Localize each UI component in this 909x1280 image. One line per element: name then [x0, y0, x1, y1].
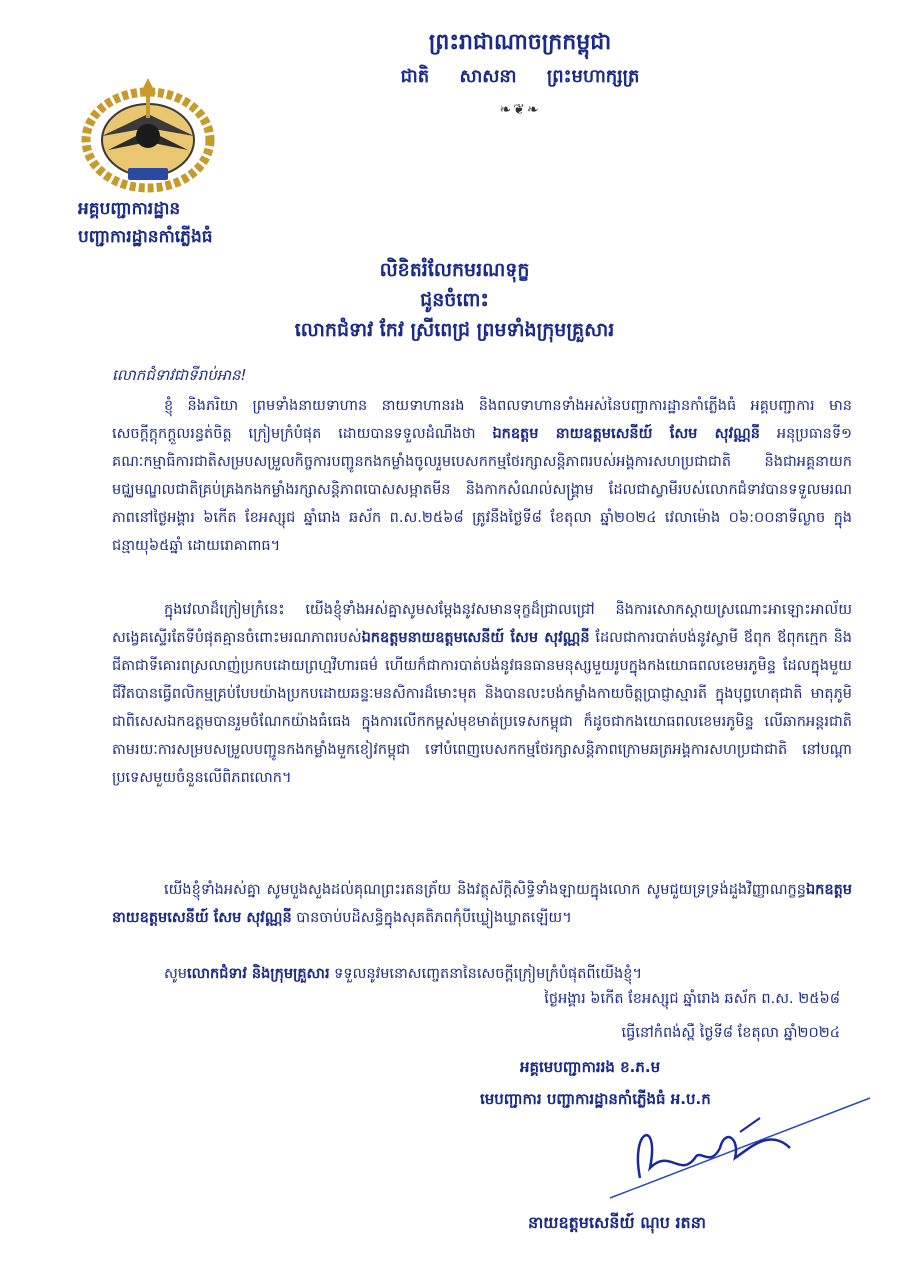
paragraph-1-text-b: អនុប្រធានទី១ គណៈកម្មាធិការជាតិសម្របសម្រួលកិច្ចការបញ្ជូនកងកម្លាំងចូលរួមបេសកកម្មថែរក្សាសន្តិភាពរបស់អង្គការសហប្រជាជាតិ និងជាអគ្គនាយកមជ្ឈមណ្ឌលជាតិគ្រប់គ្រងកងកម្លាំងរក្សាសន្តិភាពបោសសម្អាតមីន និងកាកសំណល់សង្គ្រាម ដែលជាស្វាមីរបស់លោកជំទាវបានទទួលមរណភាពនៅថ្ងៃអង្គារ ៦កើត ខែអស្សុជ ឆ្នាំរោង ឆស័ក ព.ស.២៥៦៨ ត្រូវនឹងថ្ងៃទី៨ ខែតុលា ឆ្នាំ២០២៤ វេលាម៉ោង ០៦:០០នាទីល្ងាច ក្នុងជន្មាយុ៦៥ឆ្នាំ ដោយរោគាពាធ។ — [112, 426, 853, 554]
paragraph-3-text-b: បានចាប់បដិសន្ធិក្នុងសុគតិភពកុំបីឃ្លៀងឃ្លាតឡើយ។ — [291, 910, 572, 926]
signatory-title-1: អគ្គមេបញ្ជាការរង ខ.ភ.ម — [520, 1058, 661, 1076]
signatory-title-2: មេបញ្ជាការ បញ្ជាការដ្ឋានកាំភ្លើងធំ អ.ប.ក — [480, 1090, 711, 1108]
document-title: លិខិតរំលែកមរណទុក្ខ — [379, 259, 530, 281]
handwritten-signature — [600, 1088, 880, 1208]
deceased-name: ឯកឧត្តម នាយឧត្តមសេនីយ៍ សែម សុវណ្ណនី — [112, 882, 852, 926]
ornament-divider: ❧❦❧ — [499, 102, 541, 118]
national-motto: ជាតិ សាសនា ព្រះមហាក្សត្រ — [400, 66, 640, 87]
addressee-name: លោកជំទាវ កែវ ស្រីពេជ្រ ព្រមទាំងក្រុមគ្រួសារ — [294, 319, 615, 341]
paragraph-3 — [112, 876, 852, 932]
deceased-name: ឯកឧត្តម នាយឧត្តមសេនីយ៍ សែម សុវណ្ណនី — [492, 426, 760, 442]
paragraph-4-text-a: សូម — [164, 966, 188, 982]
artillery-emblem-icon — [68, 74, 228, 194]
org-line-1: អគ្គបញ្ជាការដ្ឋាន — [78, 199, 181, 219]
kingdom-heading: ព្រះរាជាណាចក្រកម្ពុជា — [428, 29, 612, 55]
paragraph-3-text-a: យើងខ្ញុំទាំងអស់គ្នា សូមបួងសួងដល់គុណព្រះរតនត្រ័យ និងវត្ថុស័ក្តិសិទ្ធិទាំងឡាយក្នុងលោក សូមជួយទ្រទ្រង់ដួងវិញ្ញាណក្ខន្ធ — [164, 882, 806, 898]
paragraph-1 — [112, 392, 852, 560]
paragraph-2-text-a: ក្នុងវេលាដ៏ក្រៀមក្រំនេះ យើងខ្ញុំទាំងអស់គ្នាសូមសម្តែងនូវសមានទុក្ខដ៏ជ្រាលជ្រៅ និងការសោកស្តាយស្រណោះអាឡោះអាល័យសង្វេគស្ទើរតែទីបំផុតគ្មានចំពោះមរណភាពរបស់ — [112, 602, 852, 646]
paragraph-2 — [112, 596, 852, 792]
paragraph-2-text-b: ដែលជាការបាត់បង់នូវស្វាមី ឪពុក ឪពុកក្មេក និងជីតាជាទីគោរពស្រលាញ់ប្រកបដោយព្រហ្មវិហារធម៌ ហើយក៏ជាការបាត់បង់នូវធនធានមនុស្សមួយរូបក្នុងកងយោធពលខេមរភូមិន្ទ ដែលក្នុងមួយជីវិតបានធ្វើពលិកម្មគ្រប់បែបយ៉ាងប្រកបដោយឆន្ទៈមនសិការដ៏មោះមុត និងបានលះបង់កម្លាំងកាយចិត្តប្រាជ្ញាស្មារតី ក្នុងបុព្វហេតុជាតិ មាតុភូមិ ជាពិសេសឯកឧត្តមបានរួមចំណែកយ៉ាងធំធេង ក្នុងការលើកកម្ពស់មុខមាត់ប្រទេសកម្ពុជា ក៏ដូចជាកងយោធពលខេមរភូមិន្ទ លើឆាកអន្តរជាតិតាមរយៈការសម្របសម្រួលបញ្ជូនកងកម្លាំងមួកខៀវកម្ពុជា ទៅបំពេញបេសកកម្មថែរក្សាសន្តិភាពក្រោមឆត្រអង្គការសហប្រជាជាតិ នៅបណ្តាប្រទេសមួយចំនួនលើពិភពលោក។ — [112, 630, 852, 786]
org-line-2: បញ្ជាការដ្ឋានកាំភ្លើងធំ — [78, 227, 213, 247]
salutation: លោកជំទាវជាទីរាប់អាន! — [112, 366, 247, 384]
solar-date: ធ្វើនៅកំពង់ស្ពឺ ថ្ងៃទី៨ ខែតុលា ឆ្នាំ២០២៤ — [621, 1025, 840, 1041]
deceased-name: ឯកឧត្តមនាយឧត្តមសេនីយ៍ សែម សុវណ្ណនី — [361, 630, 590, 646]
lunar-date: ថ្ងៃអង្គារ ៦កើត ខែអស្សុជ ឆ្នាំរោង ឆស័ក ព.ស. ២៥៦៨ — [544, 991, 840, 1007]
paragraph-4-text-b: ទទួលនូវមនោសញ្ចេតនានៃសេចក្តីក្រៀមក្រំបំផុតពីយើងខ្ញុំ។ — [329, 966, 643, 982]
signatory-name: នាយឧត្តមសេនីយ៍ ណុប រតនា — [528, 1213, 706, 1232]
family-name: លោកជំទាវ និងក្រុមគ្រួសារ — [187, 966, 330, 982]
paragraph-4 — [112, 960, 852, 988]
addressee-intro: ជូនចំពោះ — [420, 289, 489, 311]
paragraph-1-text-a: ខ្ញុំ និងភរិយា ព្រមទាំងនាយទាហាន នាយទាហានរង និងពលទាហានទាំងអស់នៃបញ្ជាការដ្ឋានកាំភ្លើងធំ អគ្គបញ្ជាការ មានសេចក្តីក្តុកក្តួលរន្ធត់ចិត្ត ក្រៀមក្រំបំផុត ដោយបានទទួលដំណឹងថា — [112, 398, 852, 442]
